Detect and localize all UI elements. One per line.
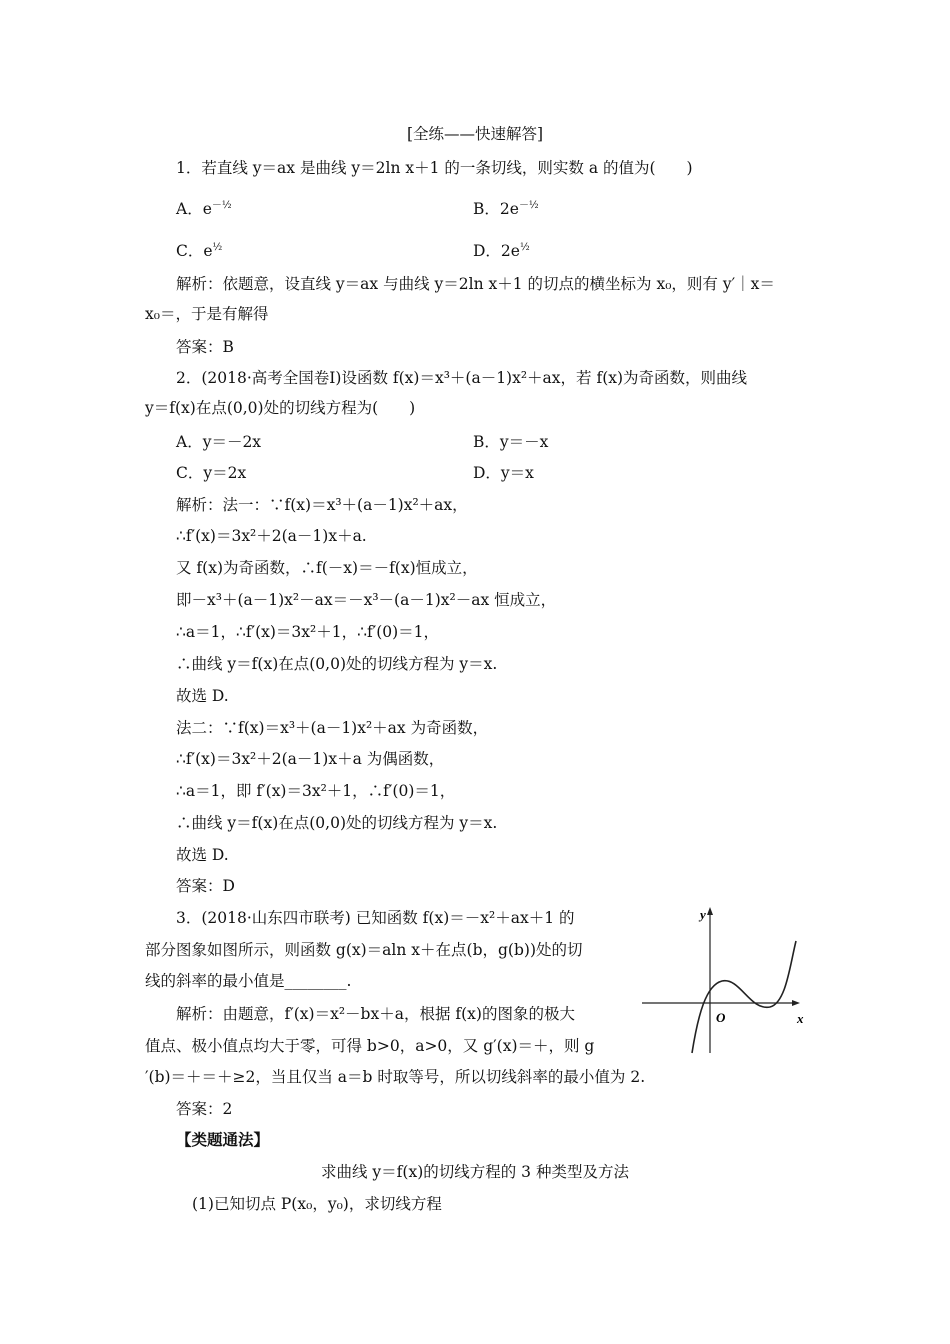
q1-answer: 答案：B: [176, 338, 234, 356]
q1-option-d: D．$2e^{\frac{1}{2}}$: [473, 242, 530, 261]
q2-stem-line2: y＝f(x)在点(0,0)处的切线方程为( ): [145, 399, 416, 417]
q3-analysis-line2: 值点、极小值点均大于零，可得 b>0，a>0，又 g′(x)＝＋，则 g: [145, 1037, 595, 1055]
function-graph: [640, 905, 815, 1055]
q2-analysis-line: 法二：∵f(x)＝x³＋(a－1)x²＋ax 为奇函数，: [176, 719, 489, 737]
function-curve: [692, 941, 796, 1053]
q1-option-a: A．$e^{-\frac{1}{2}}$: [176, 200, 232, 219]
q2-answer: 答案：D: [176, 877, 235, 895]
method-heading: 【类题通法】: [176, 1130, 270, 1149]
q3-stem-line2: 部分图象如图所示，则函数 g(x)＝aln x＋在点(b，g(b))处的切: [145, 941, 583, 959]
q3-stem-line1: 3．(2018·山东四市联考) 已知函数 f(x)＝－x²＋ax＋1 的: [176, 909, 575, 927]
q3-analysis-line1: 解析：由题意，f′(x)＝x²－bx＋a，根据 f(x)的图象的极大: [176, 1005, 575, 1023]
q1-analysis-line1: 解析：依题意，设直线 y＝ax 与曲线 y＝2ln x＋1 的切点的横坐标为 x₀，则有 y′｜x＝: [176, 275, 775, 293]
q2-analysis-line: ∴f′(x)＝3x²＋2(a－1)x＋a 为偶函数，: [176, 750, 445, 768]
origin-label: O: [716, 1010, 726, 1025]
q2-analysis-line: 故选 D.: [176, 687, 229, 705]
q1-option-c: C．$e^{\frac{1}{2}}$: [176, 242, 223, 261]
q3-analysis-line3: ′(b)＝＋＝＋≥2，当且仅当 a＝b 时取等号，所以切线斜率的最小值为 2.: [145, 1068, 646, 1086]
q2-analysis-line: 故选 D.: [176, 846, 229, 864]
x-axis-label: x: [797, 1011, 804, 1026]
method-title: 求曲线 y＝f(x)的切线方程的 3 种类型及方法: [321, 1163, 629, 1181]
q2-analysis-line: 又 f(x)为奇函数，∴f(－x)＝－f(x)恒成立，: [176, 559, 478, 577]
q2-analysis-line: ∴a＝1，∴f′(x)＝3x²＋1，∴f′(0)＝1，: [176, 623, 440, 641]
q1-analysis-line2: x₀＝，于是有解得: [145, 305, 269, 323]
q2-stem-line1: 2．(2018·高考全国卷Ⅰ)设函数 f(x)＝x³＋(a－1)x²＋ax，若 f(x)为奇函数，则曲线: [176, 369, 748, 387]
q2-option-a: A．y＝－2x: [176, 433, 262, 451]
q2-analysis-line: ∴f′(x)＝3x²＋2(a－1)x＋a.: [176, 527, 367, 545]
x-axis-arrow-icon: [792, 1000, 800, 1006]
q2-analysis-line: ∴曲线 y＝f(x)在点(0,0)处的切线方程为 y＝x.: [176, 655, 498, 673]
q1-option-b: B．$2e^{-\frac{1}{2}}$: [473, 200, 539, 219]
q2-analysis-line: 即－x³＋(a－1)x²－ax＝－x³－(a－1)x²－ax 恒成立，: [176, 591, 557, 609]
method-item-1: (1)已知切点 P(x₀，y₀)，求切线方程: [192, 1195, 442, 1213]
q3-answer: 答案：2: [176, 1100, 233, 1118]
q2-analysis-line: ∴a＝1，即 f′(x)＝3x²＋1，∴f′(0)＝1，: [176, 782, 456, 800]
q2-option-c: C．y＝2x: [176, 464, 247, 482]
q1-stem: 1．若直线 y＝ax 是曲线 y＝2ln x＋1 的一条切线，则实数 a 的值为( ): [176, 159, 693, 177]
section-title: [全练——快速解答]: [406, 125, 544, 143]
y-axis-arrow-icon: [707, 907, 713, 915]
q2-analysis-line: ∴曲线 y＝f(x)在点(0,0)处的切线方程为 y＝x.: [176, 814, 498, 832]
q3-stem-line3: 线的斜率的最小值是________.: [145, 972, 352, 990]
q2-analysis-line: 解析：法一：∵f(x)＝x³＋(a－1)x²＋ax，: [176, 496, 468, 514]
y-axis-label: y: [700, 907, 706, 922]
q2-option-d: D．y＝x: [473, 464, 534, 482]
q2-option-b: B．y＝－x: [473, 433, 549, 451]
